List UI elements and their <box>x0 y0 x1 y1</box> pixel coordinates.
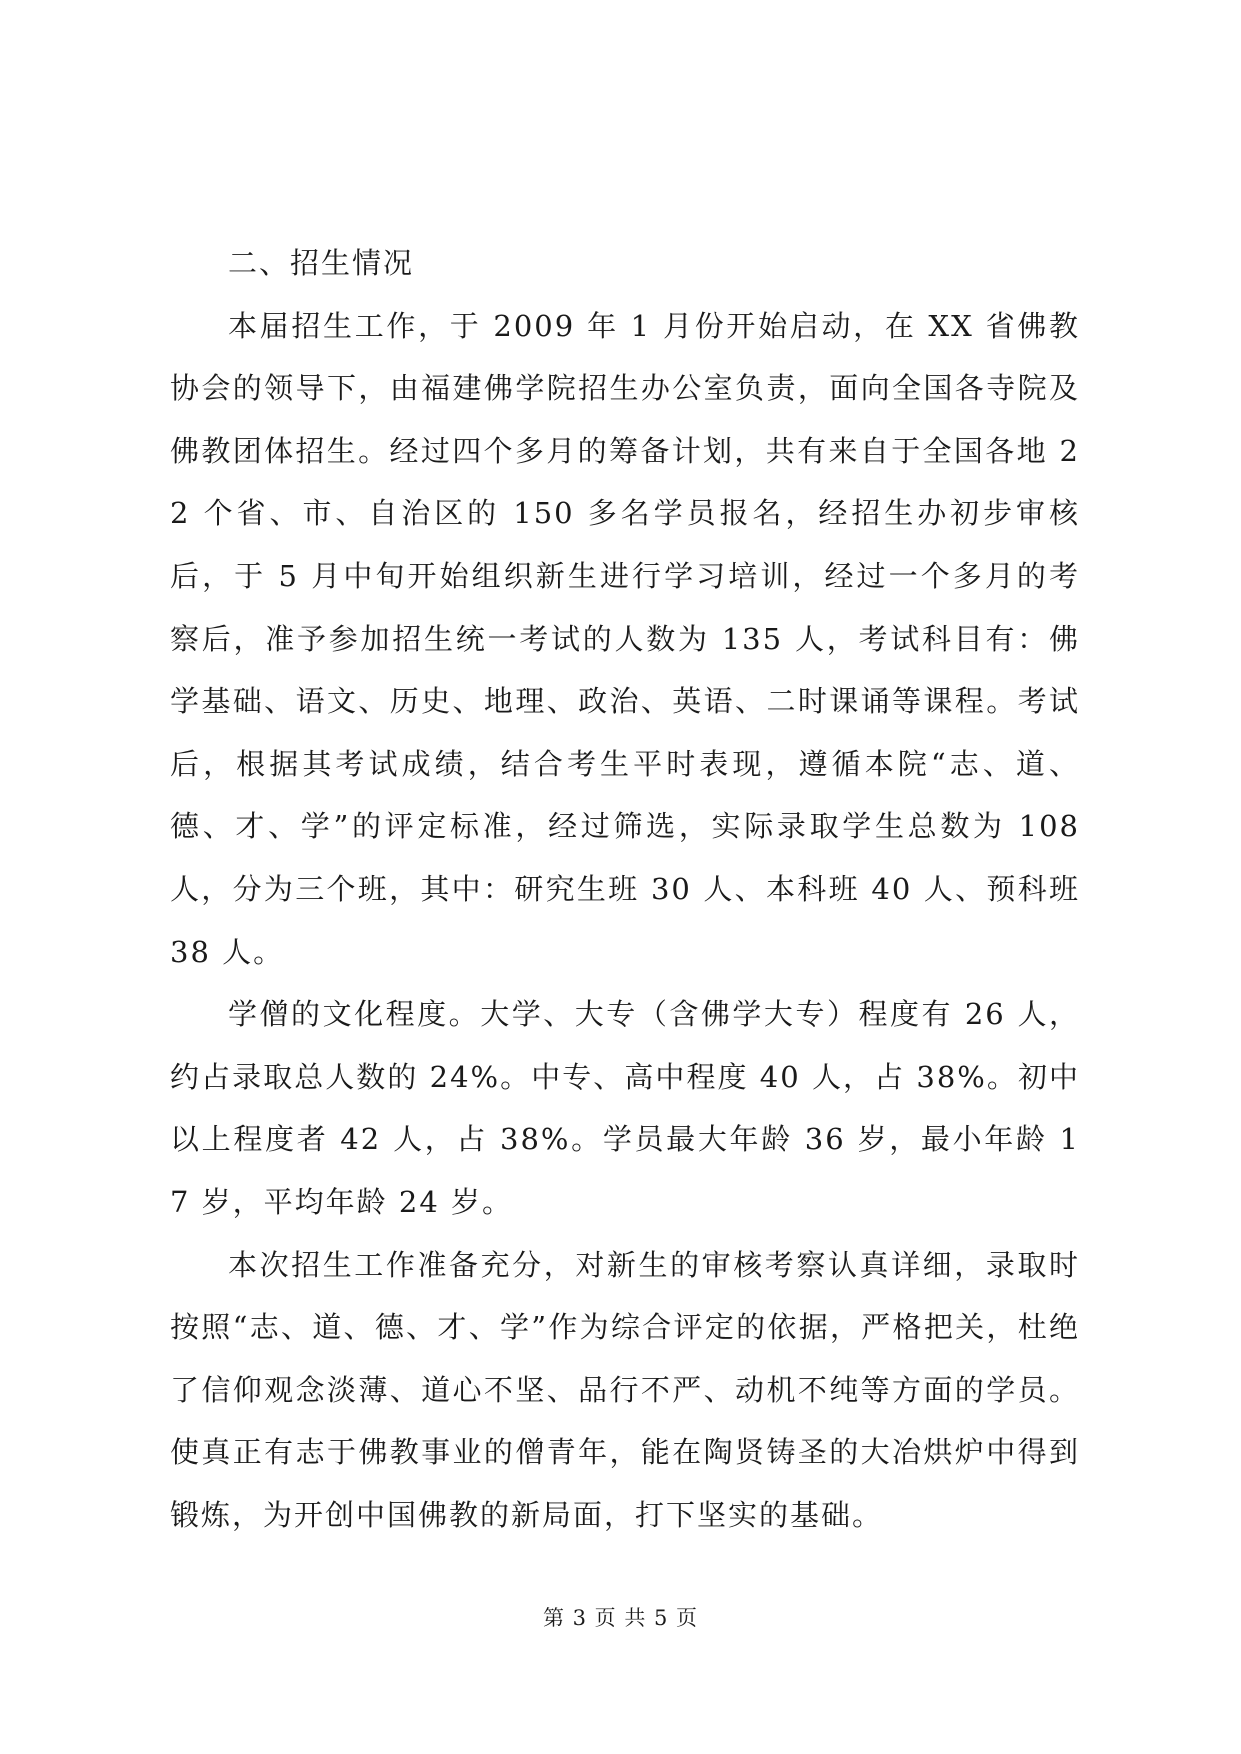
paragraph-summary: 本次招生工作准备充分，对新生的审核考察认真详细，录取时按照“志、道、德、才、学”作为综合评定的依据，严格把关，杜绝了信仰观念淡薄、道心不坚、品行不严、动机不纯等方面的学员。使真正有志于佛教事业的僧青年，能在陶贤铸圣的大冶烘炉中得到锻炼，为开创中国佛教的新局面，打下坚实的基础。 <box>170 1247 1080 1532</box>
page-number-footer: 第 3 页 共 5 页 <box>542 1606 699 1630</box>
section-heading: 二、招生情况 <box>228 246 415 280</box>
paragraph-education-level: 学僧的文化程度。大学、大专（含佛学大专）程度有 26 人，约占录取总人数的 24%。中专、高中程度 40 人，占 38%。初中以上程度者 42 人，占 38%。学员最大年龄 36 岁，最小年龄 17 岁，平均年龄 24 岁。 <box>170 997 1080 1219</box>
document-body <box>170 232 1080 1546</box>
paragraph-enrollment-overview: 本届招生工作，于 2009 年 1 月份开始启动，在 XX 省佛教协会的领导下，由福建佛学院招生办公室负责，面向全国各寺院及佛教团体招生。经过四个多月的筹备计划，共有来自于全国各地 22 个省、市、自治区的 150 多名学员报名，经招生办初步审核后，于 5 月中旬开始组织新生进行学习培训，经过一个多月的考察后，准予参加招生统一考试的人数为 135 人，考试科目有：佛学基础、语文、历史、地理、政治、英语、二时课诵等课程。考试后，根据其考试成绩，结合考生平时表现，遵循本院“志、道、德、才、学”的评定标准，经过筛选，实际录取学生总数为 108 人，分为三个班，其中：研究生班 30 人、本科班 40 人、预科班 38 人。 <box>170 308 1080 969</box>
